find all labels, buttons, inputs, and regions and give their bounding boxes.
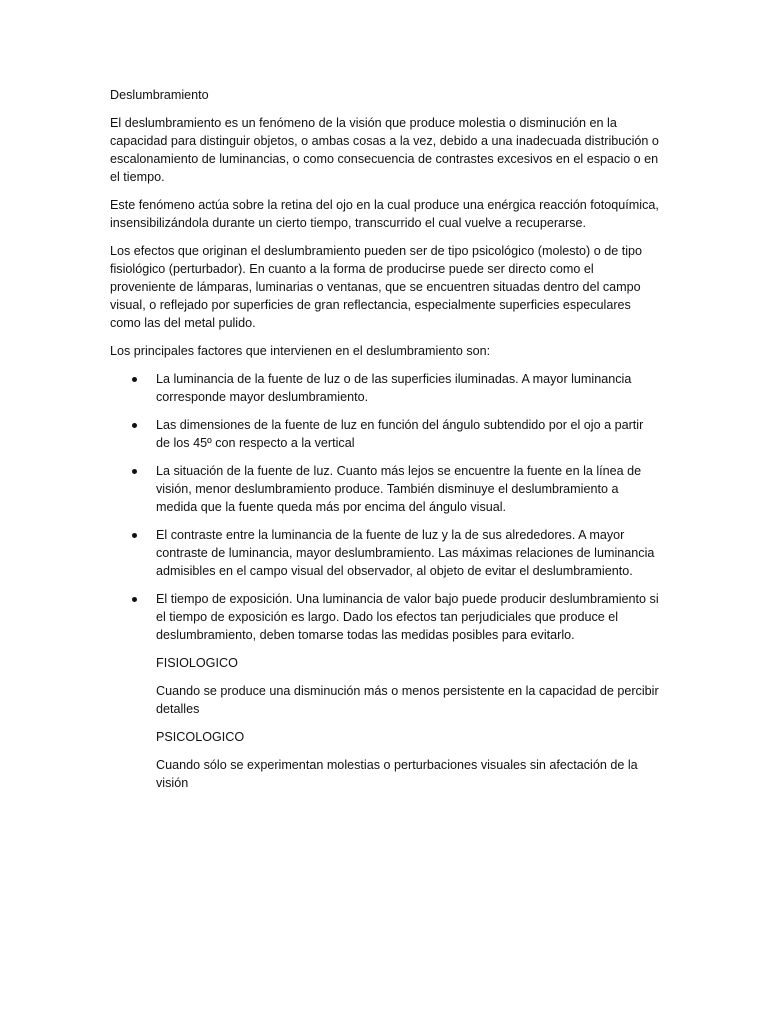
list-item — [110, 590, 660, 644]
list-item-text: La luminancia de la fuente de luz o de las superficies iluminadas. A mayor luminancia corresponde mayor deslumbramiento. — [156, 372, 632, 404]
list-item-text: Las dimensiones de la fuente de luz en función del ángulo subtendido por el ojo a partir de los 45º con respecto a la vertical — [156, 418, 644, 450]
paragraph-factors-intro: Los principales factores que intervienen en el deslumbramiento son: — [110, 344, 491, 358]
list-item — [110, 370, 660, 406]
glare-types-section — [110, 654, 660, 792]
bullet-icon — [132, 423, 137, 428]
list-item-text: La situación de la fuente de luz. Cuanto más lejos se encuentre la fuente en la línea de visión, menor deslumbramiento produce. También disminuye el deslumbramiento a medida que la fuente queda más por encima del ángulo visual. — [156, 464, 642, 514]
physiological-heading: FISIOLOGICO — [156, 656, 238, 670]
paragraph-effects: Los efectos que originan el deslumbramiento pueden ser de tipo psicológico (molesto) o de tipo fisiológico (perturbador). En cuanto a la forma de producirse puede ser directo como el proveniente de lámparas, luminarias o ventanas, que se encuentren situadas dentro del campo visual, o reflejado por superficies de gran reflectancia, especialmente superficies especulares como las del metal pulido. — [110, 244, 643, 330]
bullet-icon — [132, 469, 137, 474]
list-item — [110, 526, 660, 580]
document-title: Deslumbramiento — [110, 88, 209, 102]
factors-list — [110, 370, 660, 644]
list-item-text: El contraste entre la luminancia de la fuente de luz y la de sus alrededores. A mayor contraste de luminancia, mayor deslumbramiento. Las máximas relaciones de luminancia admisibles en el campo visual del observador, al objeto de evitar el deslumbramiento. — [156, 528, 655, 578]
paragraph-retina: Este fenómeno actúa sobre la retina del ojo en la cual produce una enérgica reacción fotoquímica, insensibilizándola durante un cierto tiempo, transcurrido el cual vuelve a recuperarse. — [110, 198, 659, 230]
paragraph-definition: El deslumbramiento es un fenómeno de la visión que produce molestia o disminución en la capacidad para distinguir objetos, o ambas cosas a la vez, debido a una inadecuada distribución o escalonamiento de luminancias, o como consecuencia de contrastes excesivos en el espacio o en el tiempo. — [110, 116, 659, 184]
bullet-icon — [132, 377, 137, 382]
list-item — [110, 462, 660, 516]
psychological-heading: PSICOLOGICO — [156, 730, 245, 744]
list-item — [110, 416, 660, 452]
bullet-icon — [132, 597, 137, 602]
psychological-description: Cuando sólo se experimentan molestias o perturbaciones visuales sin afectación de la visión — [156, 758, 638, 790]
list-item-text: El tiempo de exposición. Una luminancia de valor bajo puede producir deslumbramiento si el tiempo de exposición es largo. Dado los efectos tan perjudiciales que produce el deslumbramiento, deben tomarse todas las medidas posibles para evitarlo. — [156, 592, 659, 642]
document-body — [110, 86, 660, 802]
physiological-description: Cuando se produce una disminución más o menos persistente en la capacidad de percibir detalles — [156, 684, 659, 716]
bullet-icon — [132, 533, 137, 538]
